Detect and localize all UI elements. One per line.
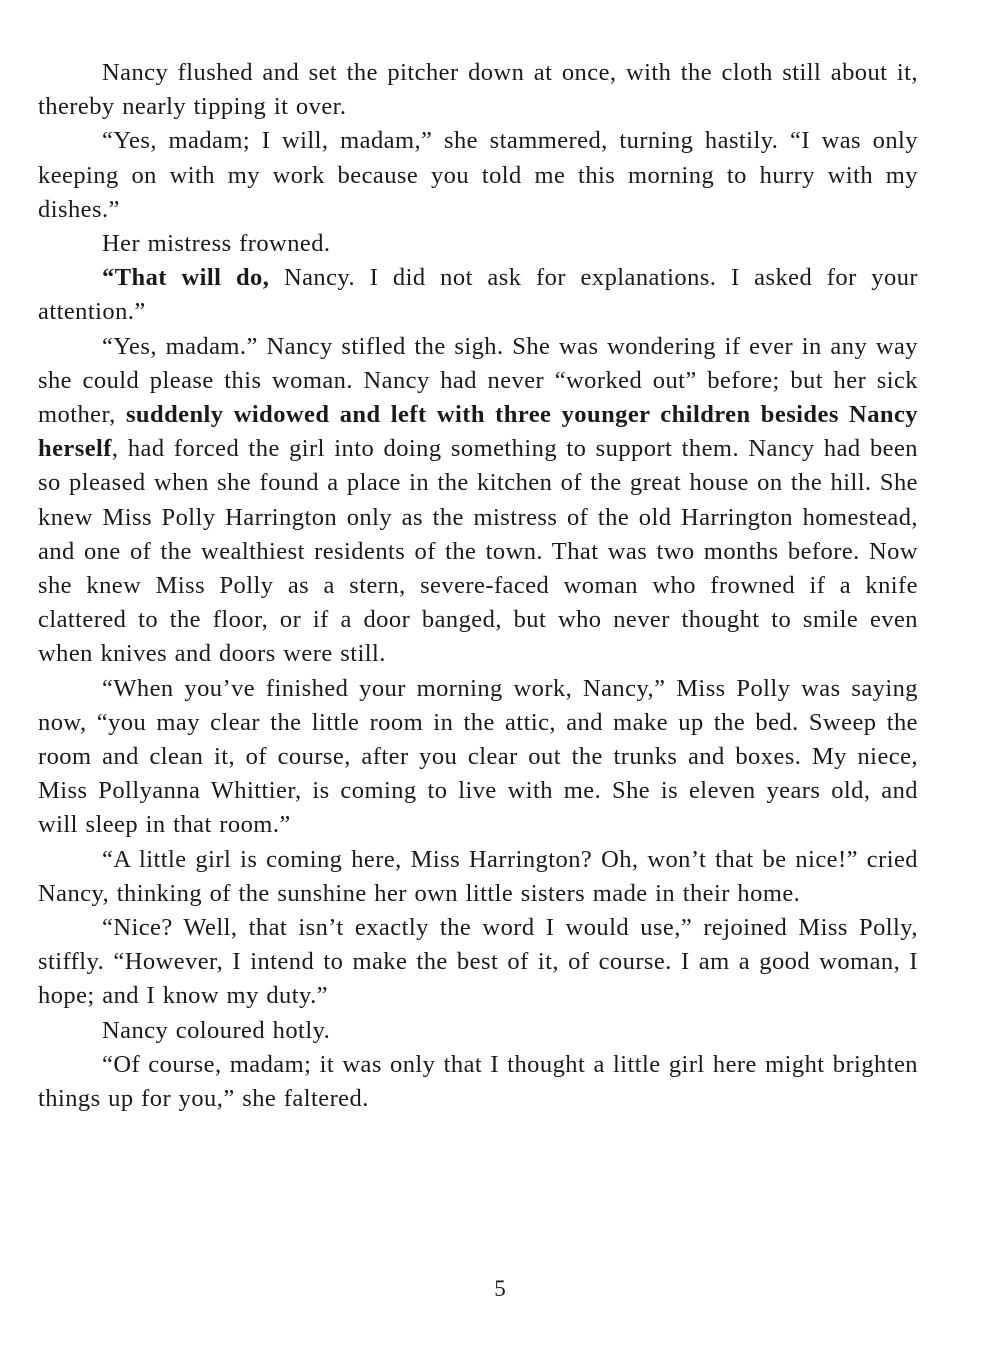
paragraph-text: Her mistress frowned. xyxy=(102,230,331,258)
paragraph-text: “Nice? Well, that isn’t exactly the word I would use,” rejoined Miss Polly, stiffly. “However, I intend to make the best of it, of course. I am a good woman, I hope; and I know my duty.” xyxy=(38,914,918,1010)
page-number: 5 xyxy=(494,1276,506,1301)
book-page-body xyxy=(38,56,918,1116)
paragraph-1 xyxy=(38,56,918,124)
paragraph-8 xyxy=(38,911,918,1014)
paragraph-text: “Yes, madam.” Nancy stifled the sigh. She was wondering if ever in any way she could please this woman. Nancy had never “worked out” before; but her sick mother, xyxy=(38,332,918,429)
paragraph-7 xyxy=(38,843,918,911)
paragraph-4 xyxy=(38,261,918,329)
paragraph-text: Nancy. I did not ask for explanations. I asked for your attention.” xyxy=(38,264,919,326)
paragraph-text: Nancy flushed and set the pitcher down at once, with the cloth still about it, thereby nearly tipping it over. xyxy=(38,59,918,121)
paragraph-3 xyxy=(38,227,918,261)
paragraph-text: Nancy coloured hotly. xyxy=(102,1016,331,1044)
paragraph-10 xyxy=(38,1048,918,1116)
paragraph-text: “Of course, madam; it was only that I thought a little girl here might brighten things up for you,” she faltered. xyxy=(38,1050,918,1113)
paragraph-text: “Yes, madam; I will, madam,” she stammered, turning hastily. “I was only keeping on with my work because you told me this morning to hurry with my dishes.” xyxy=(38,127,918,223)
paragraph-9 xyxy=(38,1014,918,1048)
bold-phrase: “That will do, xyxy=(102,264,270,292)
paragraph-text: “When you’ve finished your morning work, Nancy,” Miss Polly was saying now, “you may clear the little room in the attic, and make up the bed. Sweep the room and clean it, of course, after you clear out the trunks and boxes. My niece, Miss Pollyanna Whittier, is coming to live with me. She is eleven years old, and will sleep in that room.” xyxy=(38,674,918,839)
paragraph-2 xyxy=(38,124,918,227)
paragraph-6 xyxy=(38,672,918,843)
paragraph-5 xyxy=(38,330,918,672)
paragraph-text: , had forced the girl into doing something to support them. Nancy had been so pleased when she found a place in the kitchen of the great house on the hill. She knew Miss Polly Harrington only as the mistress of the old Harrington homestead, and one of the wealthiest residents of the town. That was two months before. Now she knew Miss Polly as a stern, severe-faced woman who frowned if a knife clattered to the floor, or if a door banged, but who never thought to smile even when knives and doors were still. xyxy=(38,435,918,668)
bold-phrase: suddenly widowed and left with three younger children besides Nancy herself xyxy=(38,401,918,463)
paragraph-text: “A little girl is coming here, Miss Harrington? Oh, won’t that be nice!” cried Nancy, thinking of the sunshine her own little sisters made in their home. xyxy=(38,845,918,907)
